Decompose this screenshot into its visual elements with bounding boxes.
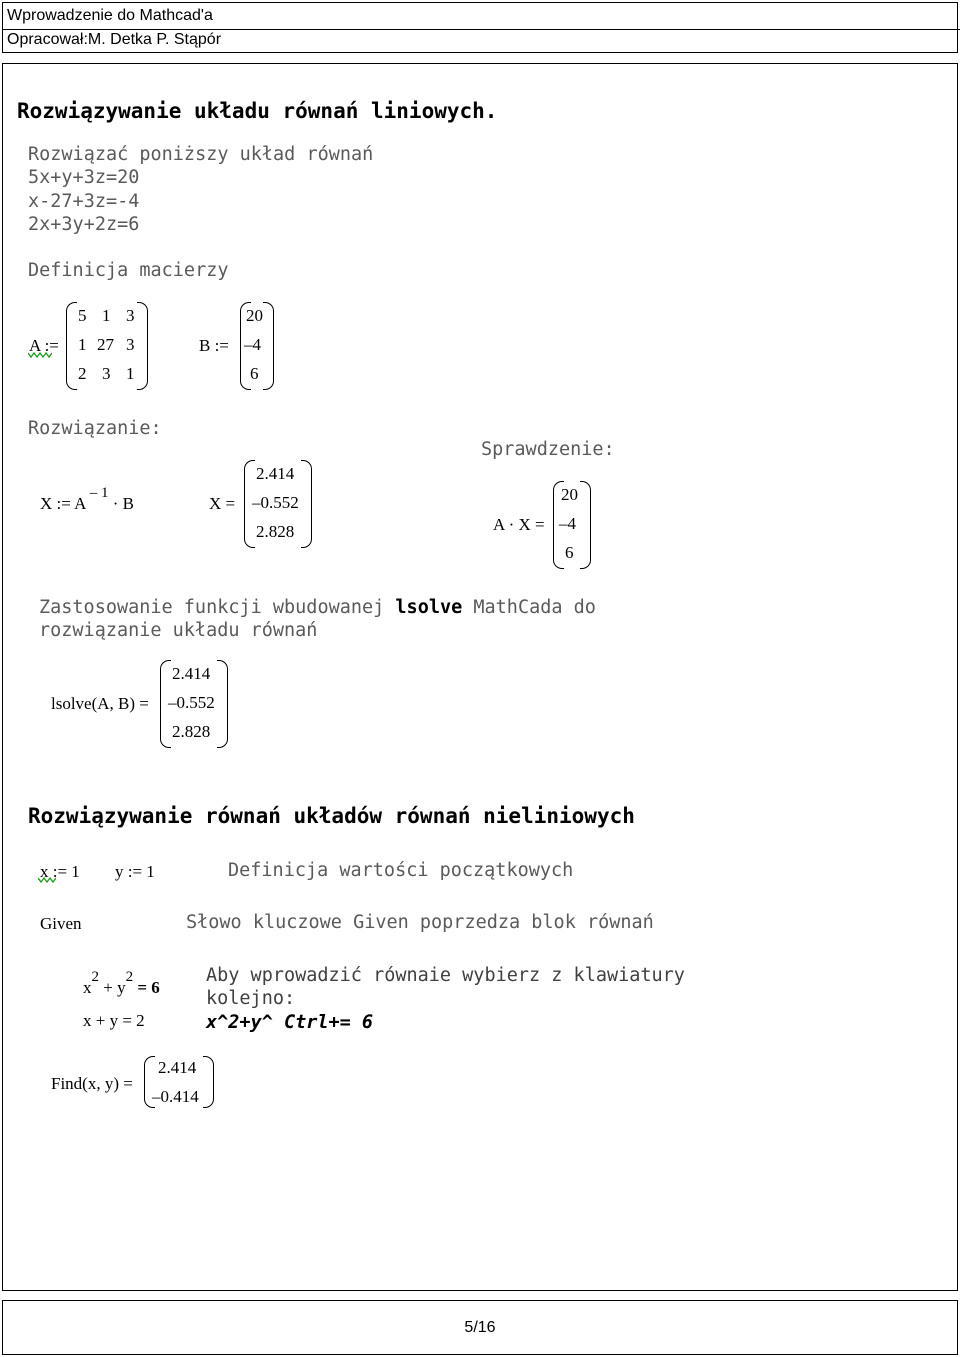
hint-line: Aby wprowadzić równaie wybierz z klawiatury bbox=[206, 965, 685, 986]
eq1-plus-y: + y bbox=[103, 978, 126, 997]
left-paren bbox=[66, 302, 77, 390]
equation-2: x + y = 2 bbox=[83, 1011, 145, 1030]
eq1-x-exponent: 2 bbox=[91, 969, 99, 985]
equation-1 bbox=[83, 969, 160, 998]
vector-cell: 2.414 bbox=[158, 1058, 197, 1077]
vector-cell: –0.552 bbox=[168, 693, 215, 712]
right-paren bbox=[137, 302, 148, 390]
vector-cell: 20 bbox=[561, 485, 578, 504]
x-def-exponent: – 1 bbox=[89, 485, 109, 501]
lsolve-keyword: lsolve bbox=[395, 597, 463, 618]
x-def-rhs: · B bbox=[112, 494, 134, 513]
lsolve-result-vector bbox=[160, 660, 228, 748]
hint-keys: x^2+y^ Ctrl+= 6 bbox=[206, 1011, 374, 1033]
lsolve-description bbox=[39, 596, 596, 643]
ax-label: A · X = bbox=[493, 515, 545, 534]
matrix-def-label: Definicja macierzy bbox=[28, 260, 229, 281]
matrix-cell: 27 bbox=[97, 335, 114, 354]
y-init: y := 1 bbox=[115, 862, 155, 881]
hint-line: kolejno: bbox=[206, 988, 296, 1010]
intro-line: Rozwiązać poniższy układ równań bbox=[28, 144, 374, 165]
equation-line: 5x+y+3z=20 bbox=[28, 167, 140, 189]
lsolve-description-line: rozwiązanie układu równań bbox=[39, 620, 318, 642]
equation-line: x-27+3z=-4 bbox=[28, 190, 140, 212]
right-paren bbox=[217, 660, 228, 748]
matrix-cell: 1 bbox=[78, 335, 87, 354]
vector-cell: –0.552 bbox=[252, 493, 299, 512]
document-header bbox=[2, 2, 958, 53]
find-label: Find(x, y) = bbox=[51, 1074, 133, 1093]
vector-cell: 6 bbox=[565, 543, 574, 562]
matrix-cell: 6 bbox=[250, 364, 259, 383]
text-segment: MathCada do bbox=[462, 597, 596, 618]
text-segment: Zastosowanie funkcji wbudowanej bbox=[39, 597, 396, 618]
lsolve-label: lsolve(A, B) = bbox=[51, 694, 149, 713]
ax-result-vector bbox=[553, 481, 591, 569]
solution-label: Rozwiązanie: bbox=[28, 418, 162, 439]
matrix-cell: 3 bbox=[126, 335, 135, 354]
matrix-cell: 20 bbox=[246, 306, 263, 325]
spellcheck-squiggle-icon bbox=[38, 877, 56, 883]
header-title: Wprowadzenie do Mathcad'a bbox=[3, 3, 960, 30]
vector-cell: 2.828 bbox=[256, 522, 295, 541]
vector-cell: 2.414 bbox=[256, 464, 295, 483]
equation-line: 2x+3y+2z=6 bbox=[28, 213, 140, 235]
matrix-cell: 1 bbox=[102, 306, 111, 325]
matrix-a bbox=[66, 302, 148, 390]
right-paren bbox=[580, 481, 591, 569]
intro-text bbox=[28, 143, 373, 236]
eq1-rhs: = 6 bbox=[137, 978, 160, 997]
lsolve-description-line bbox=[39, 596, 596, 619]
matrix-cell: 3 bbox=[126, 306, 135, 325]
x-init: x := 1 bbox=[40, 862, 80, 881]
right-paren bbox=[203, 1056, 214, 1108]
spellcheck-squiggle-icon bbox=[28, 352, 52, 358]
x-eq-label: X = bbox=[209, 494, 236, 513]
x-result-vector bbox=[244, 460, 312, 548]
matrix-cell: –4 bbox=[244, 335, 261, 354]
init-description: Definicja wartości początkowych bbox=[228, 860, 574, 881]
x-def-lhs: X := A bbox=[40, 494, 86, 513]
given-keyword: Given bbox=[40, 914, 82, 933]
matrix-cell: 1 bbox=[126, 364, 135, 383]
eq1-y-exponent: 2 bbox=[125, 969, 134, 985]
matrix-b-label: B := bbox=[199, 336, 229, 355]
vector-cell: 2.828 bbox=[172, 722, 211, 741]
find-result-vector bbox=[144, 1056, 214, 1108]
page-number: 5/16 bbox=[464, 1319, 496, 1336]
vector-cell: –0.414 bbox=[152, 1087, 199, 1106]
matrix-a-label: A := bbox=[29, 336, 59, 355]
input-hint bbox=[206, 964, 685, 1034]
matrix-cell: 3 bbox=[102, 364, 111, 383]
right-paren bbox=[263, 302, 274, 390]
vector-cell: –4 bbox=[559, 514, 576, 533]
given-description: Słowo kluczowe Given poprzedza blok równań bbox=[186, 912, 654, 933]
check-label: Sprawdzenie: bbox=[481, 439, 615, 460]
vector-cell: 2.414 bbox=[172, 664, 211, 683]
x-definition bbox=[40, 485, 134, 514]
matrix-b bbox=[240, 302, 274, 390]
eq1-x: x bbox=[83, 978, 92, 997]
right-paren bbox=[301, 460, 312, 548]
matrix-cell: 2 bbox=[78, 364, 87, 383]
page-footer bbox=[2, 1300, 958, 1355]
section1-title: Rozwiązywanie układu równań liniowych. bbox=[17, 99, 498, 123]
matrix-cell: 5 bbox=[78, 306, 87, 325]
section2-title: Rozwiązywanie równań układów równań nieliniowych bbox=[28, 804, 635, 828]
header-author: Opracował:M. Detka P. Stąpór bbox=[7, 31, 222, 48]
